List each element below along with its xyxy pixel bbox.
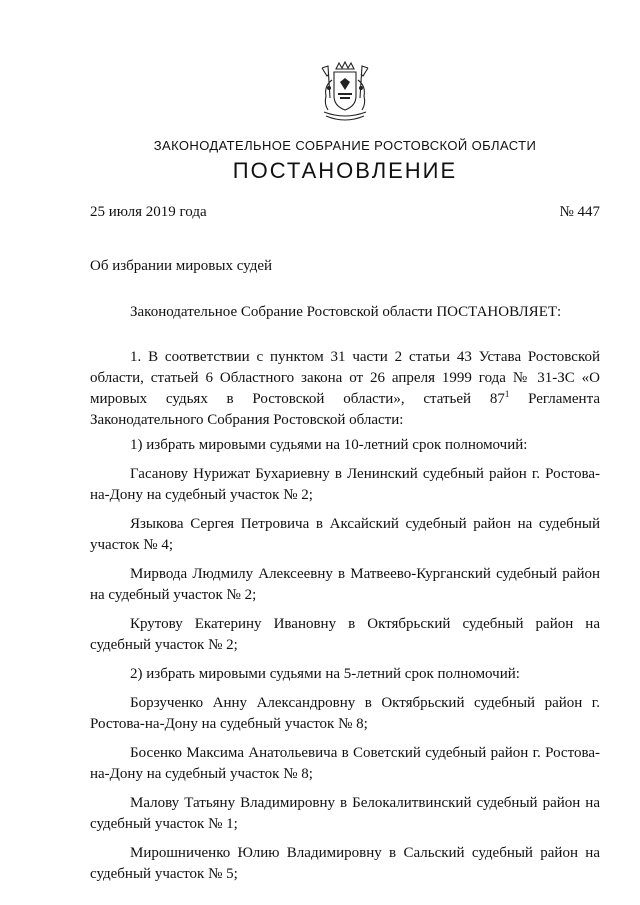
judge-entry: Борзученко Анну Александровну в Октябрьский судебный район г. Ростова-на-Дону на судебный участок № 8; — [90, 695, 600, 732]
point-1-text: 1. В соответствии с пунктом 31 части 2 статьи 43 Устава Ростовской области, статьей 6 Областного закона от 26 апреля 1999 года № 31-ЗС «О мировых судьях в Ростовской области», статьей 87 — [90, 349, 600, 407]
subpoint-2-heading: 2) избрать мировыми судьями на 5-летний срок полномочий: — [130, 666, 520, 682]
judge-entry: Языкова Сергея Петровича в Аксайский судебный район на судебный участок № 4; — [90, 516, 600, 553]
point-1-paragraph — [90, 347, 600, 431]
judge-entry: Мирошниченко Юлию Владимировну в Сальский судебный район на судебный участок № 5; — [90, 845, 600, 882]
coat-of-arms-emblem — [314, 60, 376, 126]
decree-date: 25 июля 2019 года — [90, 204, 207, 220]
judge-entry: Крутову Екатерину Ивановну в Октябрьский судебный район на судебный участок № 2; — [90, 616, 600, 653]
organization-title: ЗАКОНОДАТЕЛЬНОЕ СОБРАНИЕ РОСТОВСКОЙ ОБЛАСТИ — [153, 138, 537, 153]
subpoint-1-heading: 1) избрать мировыми судьями на 10-летний срок полномочий: — [130, 437, 528, 453]
judge-entry: Малову Татьяну Владимировну в Белокалитвинский судебный район на судебный участок № 1; — [90, 795, 600, 832]
point-1-text-end: Регламента Законодательного Собрания Ростовской области: — [90, 391, 600, 428]
judge-entry: Мирвода Людмилу Алексеевну в Матвеево-Курганский судебный район на судебный участок № 2; — [90, 566, 600, 603]
judge-entry: Босенко Максима Анатольевича в Советский судебный район г. Ростова-на-Дону на судебный участок № 8; — [90, 745, 600, 782]
decree-number: № 447 — [559, 204, 600, 220]
decree-subject: Об избрании мировых судей — [90, 258, 273, 274]
preamble-paragraph: Законодательное Собрание Ростовской области ПОСТАНОВЛЯЕТ: — [130, 304, 562, 320]
decree-body — [90, 302, 600, 893]
judge-entry: Гасанову Нурижат Бухариевну в Ленинский судебный район г. Ростова-на-Дону на судебный участок № 2; — [90, 466, 600, 503]
document-type-title: ПОСТАНОВЛЕНИЕ — [232, 158, 458, 183]
date-number-line — [90, 204, 600, 221]
article-superscript: 1 — [504, 389, 510, 399]
